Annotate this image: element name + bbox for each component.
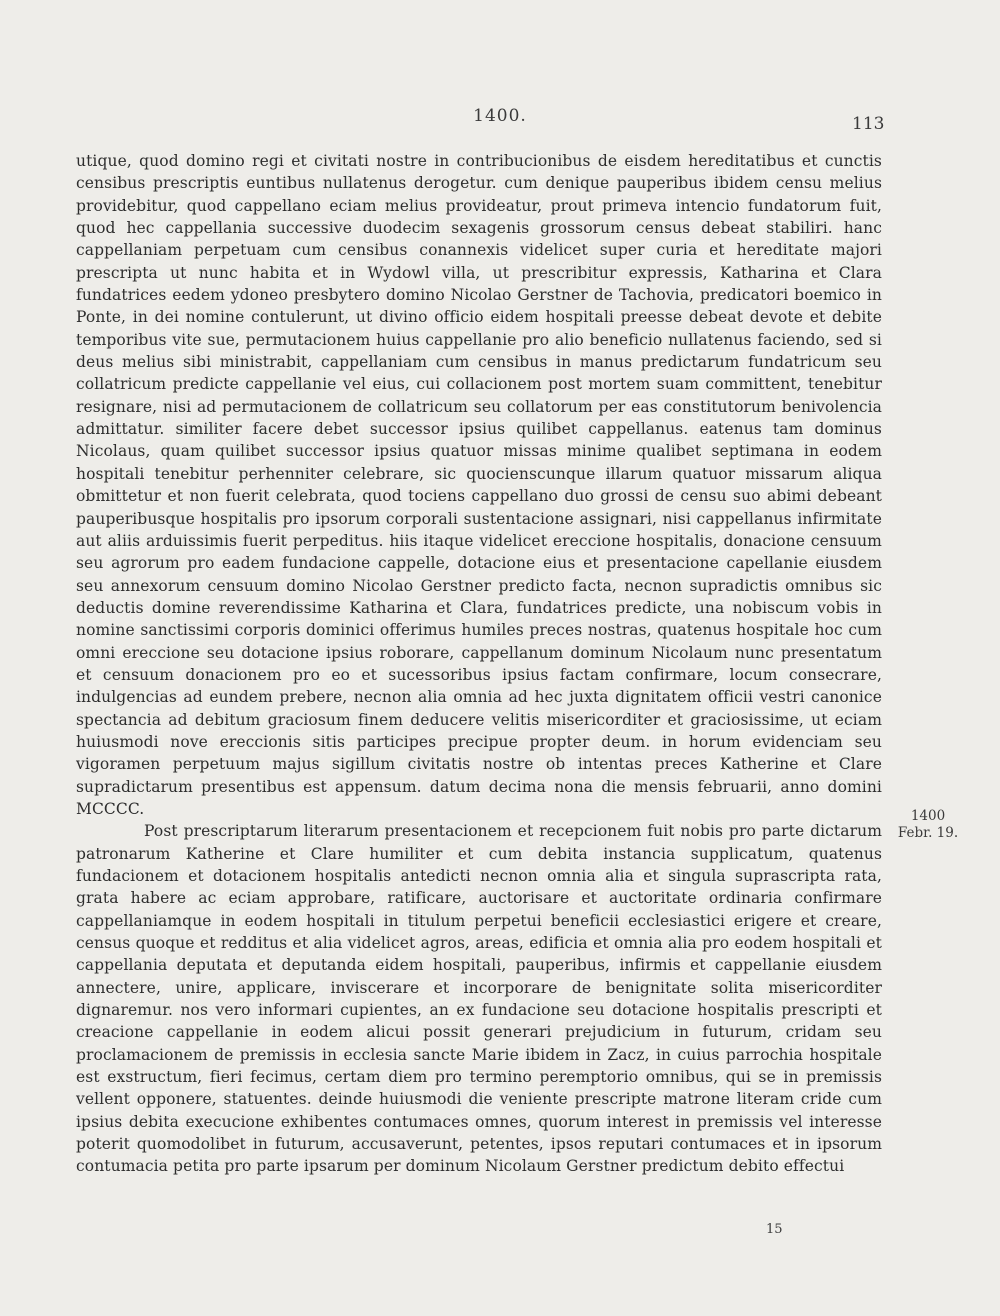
margin-note-year: 1400: [910, 808, 946, 824]
paragraph-1: utique, quod domino regi et civitati nostre in contribucionibus de eisdem hereditatibus et cunctis censibus prescriptis euntibus nullatenus derogetur. cum denique pauperibus ibidem censu melius providebitur, quod cappellano eciam melius provideatur, prout primeva intencio fundatorum fuit, quod hec cappellania successive duodecim sexagenis grossorum census debeat stabiliri. hanc cappellaniam perpetuam cum censibus conannexis videlicet super curia et hereditate majori prescripta ut nunc habita et in Wydowl villa, ut prescribitur expressis, Katharina et Clara fundatrices eedem ydoneo presbytero domino Nicolao Gerstner de Tachovia, predicatori boemico in Ponte, in dei nomine contulerunt, ut divino officio eidem hospitali preesse debeat devote et debite temporibus vite sue, permutacionem huius cappellanie pro alio beneficio nullatenus faciendo, sed si deus melius sibi ministrabit, cappellaniam cum censibus in manus predictarum fundatricum seu collatricum predicte cappellanie vel eius, cui collacionem post mortem suam committent, tenebitur resignare, nisi ad permutacionem de collatricum seu collatorum per eas constitutorum benivolencia admittatur. similiter facere debet successor ipsius quilibet cappellanus. eatenus tam dominus Nicolaus, quam quilibet successor ipsius quatuor missas minime qualibet septimana in eodem hospitali tenebitur perhenniter celebrare, sic quocienscunque illarum quatuor missarum aliqua obmittetur et non fuerit celebrata, quod tociens cappellano duo grossi de censu suo abimi debeant pauperibusque hospitalis pro ipsorum corporali sustentacione assignari, nisi cappellanus infirmitate aut aliis arduissimis fuerit perpeditus. hiis itaque videlicet ereccione hospitalis, donacione censuum seu agrorum pro eadem fundacione cappelle, dotacione eius et presentacione capellanie eiusdem seu annexorum censuum domino Nicolao Gerstner predicto facta, necnon supradictis omnibus sic deductis domine reverendissime Katharina et Clara, fundatrices predicte, una nobiscum vobis in nomine sanctissimi corporis dominici offerimus humiles preces nostras, quatenus hospitale hoc cum omni ereccione seu dotacione ipsius roborare, cappellanum dominum Nicolaum nunc presentatum et censuum donacionem pro eo et sucessoribus ipsius factam confirmare, locum consecrare, indulgencias ad eundem prebere, necnon alia omnia ad hec juxta dignitatem officii vestri canonice spectancia ad debitum graciosum finem deducere velitis misericorditer et graciosissime, ut eciam huiusmodi nove ereccionis sitis participes precipue propter deum. in horum evidenciam seu vigoramen perpetuum majus sigillum civitatis nostre ob intentas preces Katherine et Clare supradictarum presentibus est appensum. datum decima nona die mensis februarii, anno domini MCCCC.: [76, 152, 882, 818]
text-column: [76, 150, 882, 1178]
paragraph-2: Post prescriptarum literarum presentacionem et recepcionem fuit nobis pro parte dictarum patronarum Katherine et Clare humiliter et cum debita instancia supplicatum, quatenus fundacionem et dotacionem hospitalis antedicti necnon omnia alia et singula suprascripta rata, grata habere ac eciam approbare, ratificare, auctorisare et auctoritate ordinaria confirmare cappellaniamque in eodem hospitali in titulum perpetui beneficii ecclesiastici erigere et creare, census quoque et redditus et alia videlicet agros, areas, edificia et omnia alia pro eodem hospitali et cappellania deputata et deputanda eidem hospitali, pauperibus, infirmis et cappellanie eiusdem annectere, unire, applicare, inviscerare et incorporare de benignitate solita misericorditer dignaremur. nos vero informari cupientes, an ex fundacione seu dotacione hospitalis prescripti et creacione cappellanie in eodem alicui possit generari prejudicium in futurum, cridam seu proclamacionem de premissis in ecclesia sancte Marie ibidem in Zacz, in cuius parrochia hospitale est exstructum, fieri fecimus, certam diem pro termino peremptorio omnibus, qui se in premissis vellent opponere, statuentes. deinde huiusmodi die veniente prescripte matrone literam cride cum ipsius debita execucione exhibentes contumaces omnes, quorum interest in premissis vel interesse poterit quomodolibet in futurum, accusaverunt, petentes, ipsos reputari contumaces et in ipsorum contumacia petita pro parte ipsarum per dominum Nicolaum Gerstner predictum debito effectui: [76, 822, 882, 1176]
margin-note-date: Febr. 19.: [897, 825, 959, 841]
margin-note: [896, 808, 960, 842]
running-head: 1400.: [473, 106, 527, 126]
page-number: 113: [852, 114, 885, 134]
signature-mark: 15: [766, 1222, 783, 1237]
